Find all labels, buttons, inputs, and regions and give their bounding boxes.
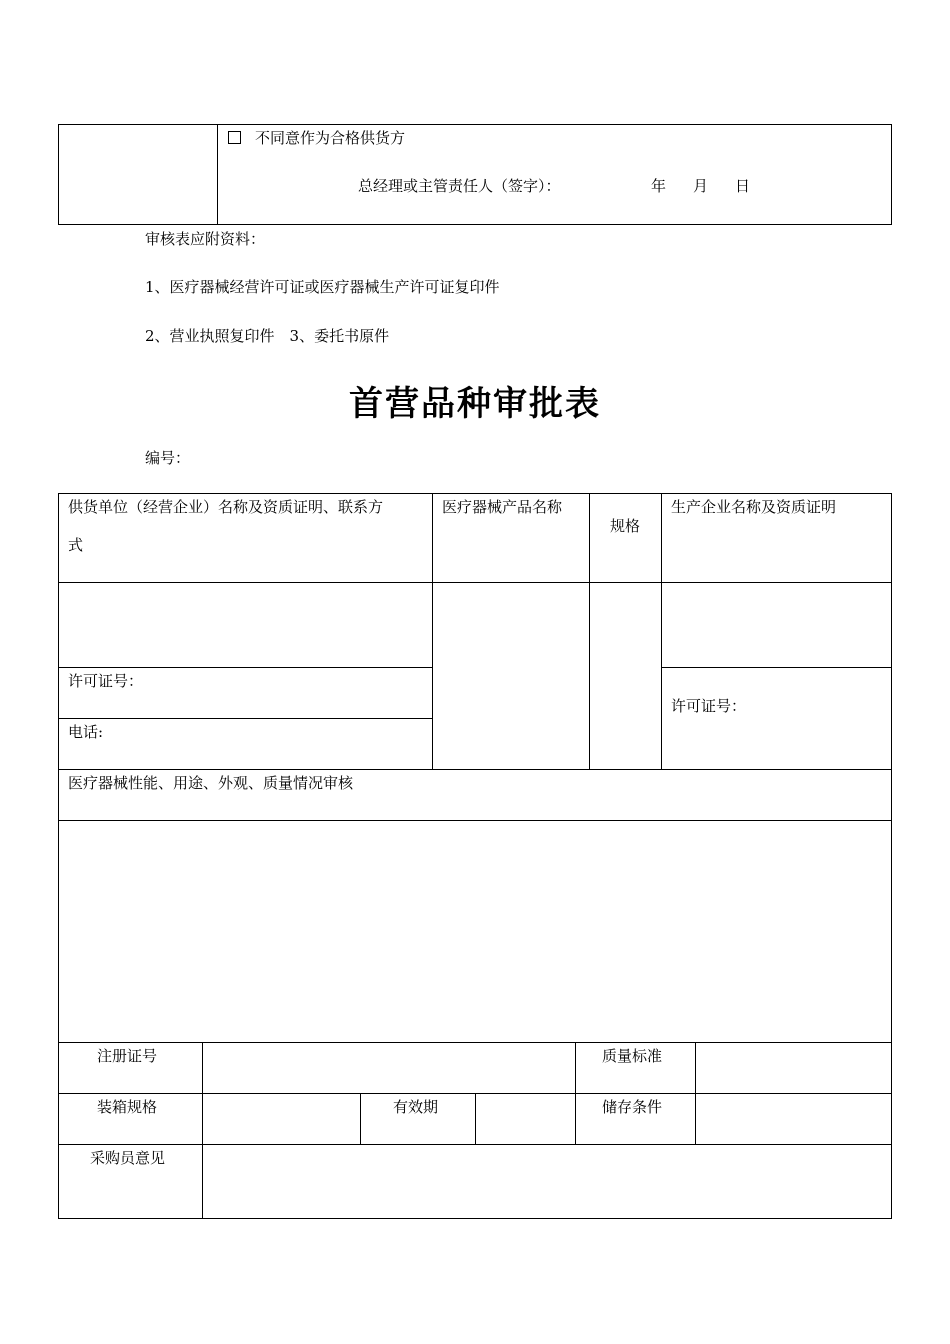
storage-condition-label: 储存条件 — [602, 1098, 663, 1116]
quality-review-label: 医疗器械性能、用途、外观、质量情况审核 — [68, 774, 354, 792]
table-border-bottom — [58, 224, 892, 225]
row-line — [58, 1042, 892, 1043]
license-right-label: 许可证号： — [671, 697, 747, 715]
signature-label: 总经理或主管责任人（签字）： — [358, 177, 561, 195]
col-line — [202, 1042, 203, 1219]
attachments-heading: 审核表应附资料： — [145, 230, 266, 248]
row-line — [58, 1218, 892, 1219]
spec-header: 规格 — [610, 517, 641, 535]
row-line — [58, 493, 892, 494]
row-line — [58, 718, 433, 719]
checkbox[interactable] — [228, 131, 241, 144]
col-line — [432, 493, 433, 770]
supplier-header: 供货单位（经营企业）名称及资质证明、联系方 — [68, 498, 384, 516]
supplier-header-cont: 式 — [68, 536, 84, 554]
table-border-top — [58, 124, 892, 125]
row-line — [58, 667, 433, 668]
registration-number-label: 注册证号 — [97, 1047, 158, 1065]
validity-label: 有效期 — [393, 1098, 439, 1116]
disagree-option-label: 不同意作为合格供货方 — [255, 129, 406, 147]
row-line — [58, 1144, 892, 1145]
year-label: 年 — [651, 177, 667, 195]
col-line — [695, 1042, 696, 1144]
license-left-label: 许可证号： — [68, 672, 144, 690]
table-divider — [217, 124, 218, 225]
col-line — [58, 493, 59, 1219]
product-name-header: 医疗器械产品名称 — [442, 498, 563, 516]
col-line — [589, 493, 590, 770]
day-label: 日 — [735, 177, 751, 195]
row-line — [58, 582, 892, 583]
month-label: 月 — [693, 177, 709, 195]
manufacturer-header: 生产企业名称及资质证明 — [671, 498, 837, 516]
table-border-right — [891, 124, 892, 225]
phone-label: 电话: — [68, 723, 104, 741]
buyer-opinion-label: 采购员意见 — [90, 1149, 166, 1167]
col-line — [475, 1093, 476, 1144]
col-line — [360, 1093, 361, 1144]
row-line — [661, 667, 892, 668]
col-line — [661, 493, 662, 770]
col-line — [891, 493, 892, 1219]
form-title: 首营品种审批表 — [349, 384, 601, 424]
row-line — [58, 769, 892, 770]
attachment-item-2: 2、营业执照复印件 3、委托书原件 — [145, 327, 390, 345]
packing-spec-label: 装箱规格 — [97, 1098, 158, 1116]
attachment-item-1: 1、医疗器械经营许可证或医疗器械生产许可证复印件 — [145, 278, 500, 296]
number-label: 编号： — [145, 449, 191, 467]
col-line — [575, 1042, 576, 1144]
table-border-left — [58, 124, 59, 225]
quality-standard-label: 质量标准 — [602, 1047, 663, 1065]
row-line — [58, 820, 892, 821]
